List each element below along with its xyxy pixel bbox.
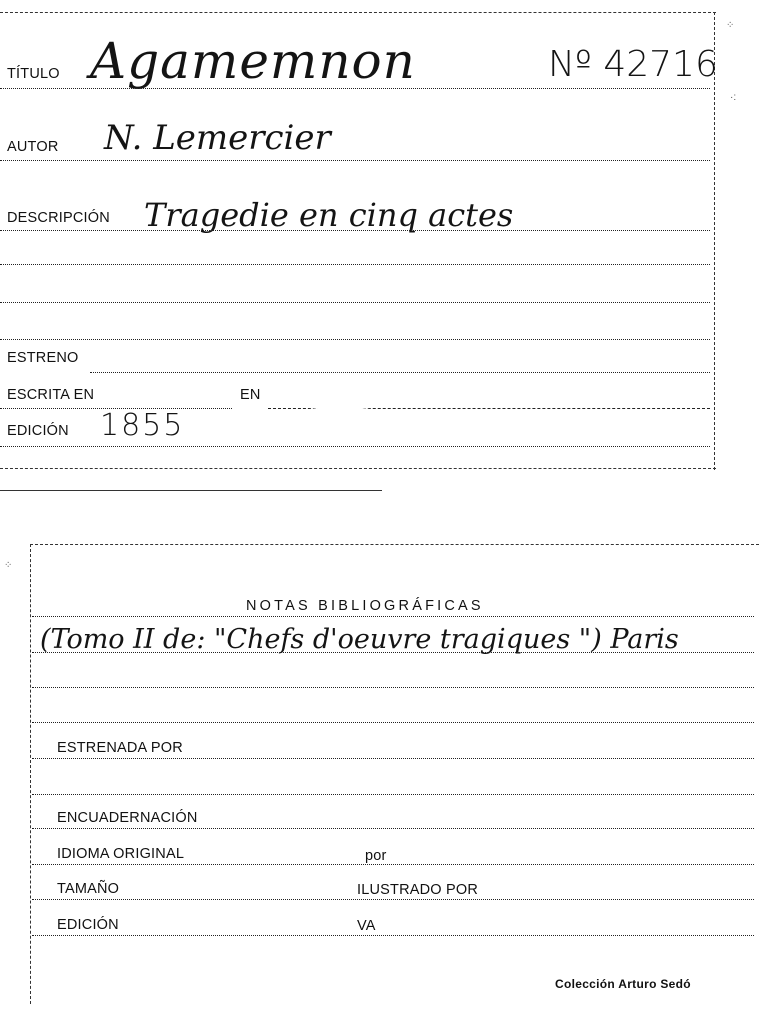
descripcion-label: DESCRIPCIÓN <box>7 210 110 226</box>
estreno-label: ESTRENO <box>7 350 79 366</box>
estreno-line <box>90 372 710 373</box>
estrenada-por-line <box>32 758 754 759</box>
numero-value: Nº 42716 <box>548 44 718 85</box>
titulo-line <box>0 88 710 89</box>
paper-speck: ⁘ <box>726 20 735 31</box>
blank-line-3 <box>0 339 710 340</box>
tamano-label: TAMAÑO <box>57 881 120 897</box>
erased-spot <box>318 380 362 436</box>
blank-line-1 <box>0 264 710 265</box>
autor-line <box>0 160 710 161</box>
card-left-edge <box>30 544 31 1004</box>
idioma-original-label: IDIOMA ORIGINAL <box>57 846 185 862</box>
collection-credit: Colección Arturo Sedó <box>555 977 691 991</box>
titulo-value: Agamemnon <box>90 32 416 90</box>
edicion-label: EDICIÓN <box>7 423 69 439</box>
descripcion-line <box>0 230 710 231</box>
notas-line-3 <box>32 687 754 688</box>
edicion-label: EDICIÓN <box>57 917 119 933</box>
por-label: por <box>365 848 387 864</box>
edicion-value: 1855 <box>100 408 185 443</box>
va-label: VA <box>357 918 376 934</box>
ilustrado-por-label: ILUSTRADO POR <box>357 882 479 898</box>
titulo-label: TÍTULO <box>7 66 60 82</box>
blank-line-5 <box>32 794 754 795</box>
idioma-original-line <box>32 864 754 865</box>
notas-value: (Tomo II de: "Chefs d'oeuvre tragiques ") Paris <box>40 624 679 655</box>
catalog-card-bottom <box>30 544 759 1028</box>
paper-speck: ·: <box>730 92 737 103</box>
catalog-card-top <box>0 0 716 470</box>
notas-line-2 <box>32 652 754 653</box>
estrenada-por-label: ESTRENADA POR <box>57 740 183 756</box>
tamano-line <box>32 899 754 900</box>
edicion-line <box>32 935 754 936</box>
encuadernacion-line <box>32 828 754 829</box>
encuadernacion-label: ENCUADERNACIÓN <box>57 810 198 826</box>
notas-line-1 <box>32 616 754 617</box>
autor-value: N. Lemercier <box>104 118 331 158</box>
card-top-edge <box>30 544 759 545</box>
notas-heading: NOTAS BIBLIOGRÁFICAS <box>246 598 484 614</box>
escrita-en-label: ESCRITA EN <box>7 387 95 403</box>
card-tear-line <box>0 490 382 491</box>
edicion-line <box>0 446 710 447</box>
descripcion-value: Tragedie en cinq actes <box>144 196 514 234</box>
paper-speck: ⁘ <box>4 560 13 571</box>
card-top-edge <box>0 12 716 13</box>
en-label: EN <box>240 387 261 403</box>
card-bottom-edge <box>0 468 716 469</box>
notas-line-4 <box>32 722 754 723</box>
blank-line-2 <box>0 302 710 303</box>
autor-label: AUTOR <box>7 139 59 155</box>
